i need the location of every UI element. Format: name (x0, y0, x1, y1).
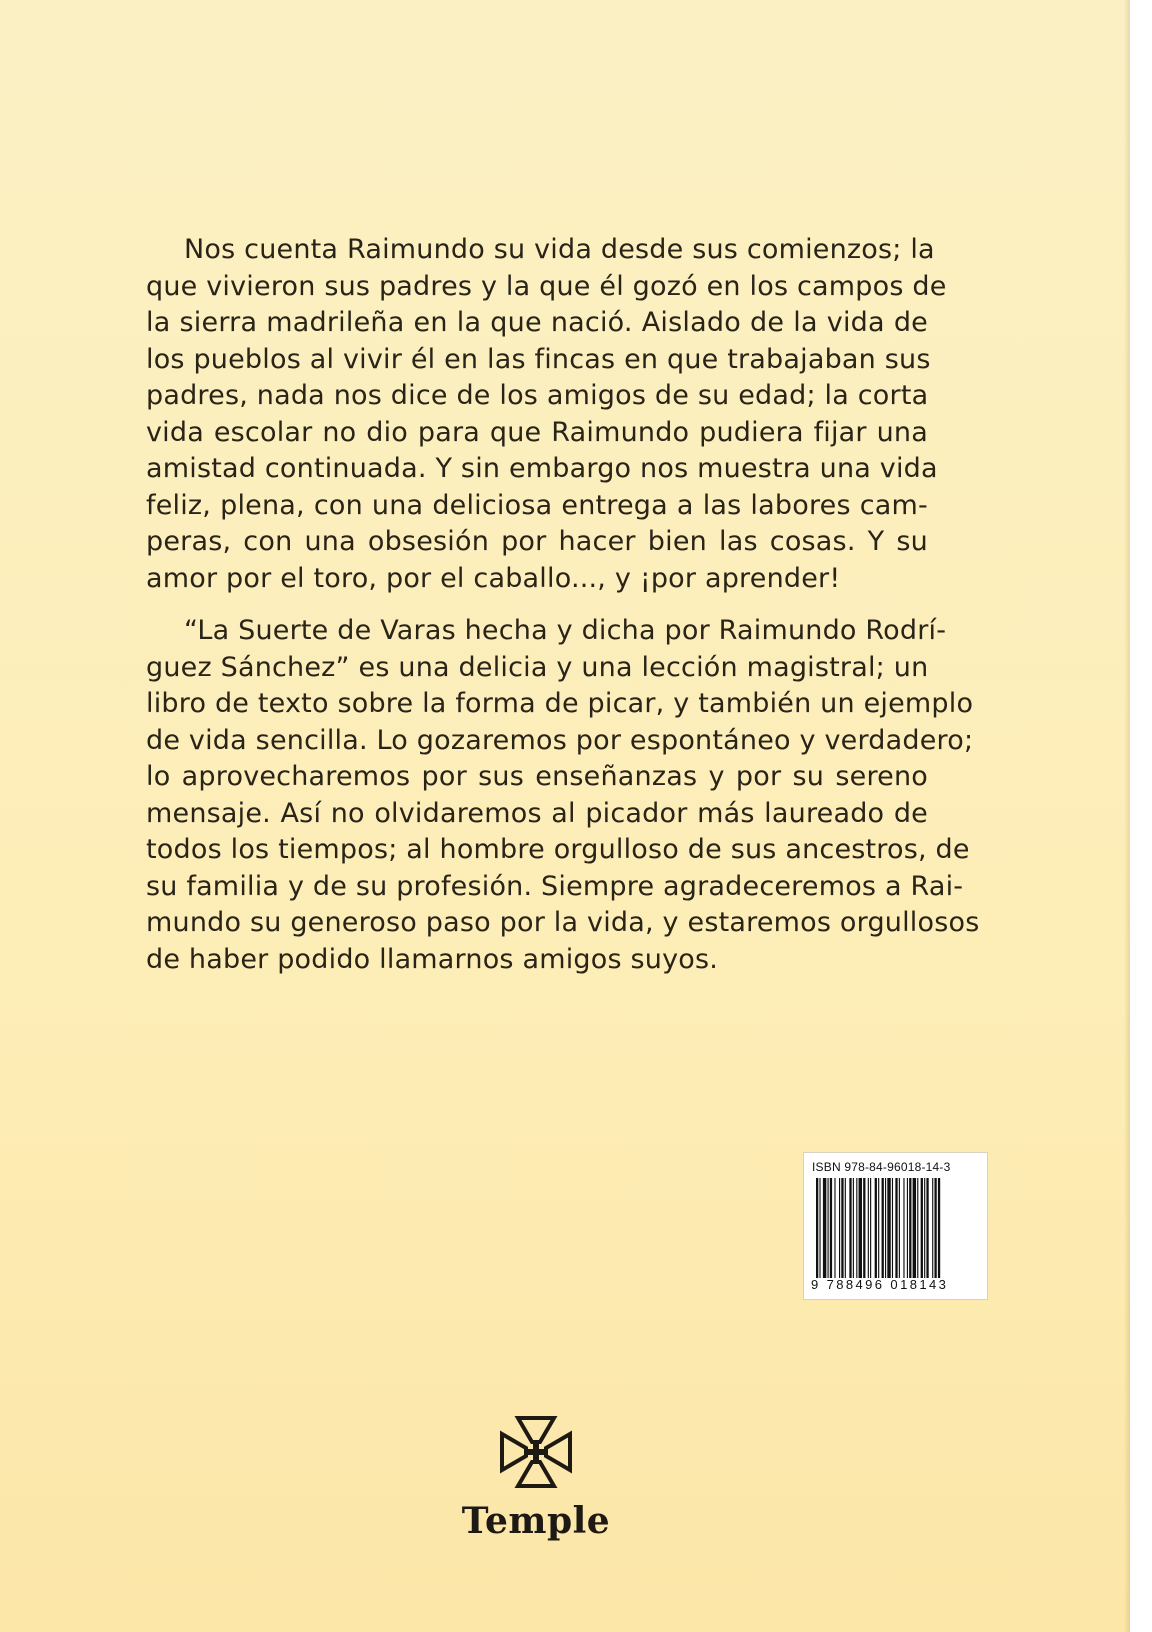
blurb-text (146, 232, 980, 994)
blurb-line: vida escolar no dio para que Raimundo pudiera fijar una (146, 416, 928, 448)
blurb-line: libro de texto sobre la forma de picar, y también un ejemplo (146, 688, 974, 719)
blurb-line: de vida sencilla. Lo gozaremos por espontáneo y verdadero; (146, 724, 974, 756)
isbn-barcode-label (803, 1152, 988, 1300)
blurb-line: mensaje. Así no olvidaremos al picador más laureado de (146, 797, 928, 829)
blurb-line: su familia y de su profesión. Siempre agradeceremos a Rai- (146, 870, 964, 902)
blurb-line: “La Suerte de Varas hecha y dicha por Raimundo Rodrí- (184, 615, 947, 646)
blurb-line: todos los tiempos; al hombre orgulloso de sus ancestros, de (146, 834, 970, 865)
blurb-line: lo aprovecharemos por sus enseñanzas y por su sereno (146, 761, 928, 792)
blurb-line: los pueblos al vivir él en las fincas en que trabajaban sus (146, 343, 931, 375)
blurb-line: que vivieron sus padres y la que él gozó en los campos de (146, 270, 947, 302)
blurb-line: amistad continuada. Y sin embargo nos muestra una vida (146, 453, 938, 484)
publisher-name: Temple (461, 1500, 611, 1542)
barcode-digits: 9 788496 018143 (811, 1277, 949, 1292)
blurb-line: peras, con una obsesión por hacer bien las cosas. Y su (146, 526, 928, 557)
cross-pattee-icon (496, 1412, 576, 1492)
blurb-line: padres, nada nos dice de los amigos de su edad; la corta (146, 380, 929, 411)
blurb-line: mundo su generoso paso por la vida, y estaremos orgullosos (146, 907, 980, 938)
blurb-line: amor por el toro, por el caballo..., y ¡por aprender! (146, 562, 841, 594)
blurb-line: feliz, plena, con una deliciosa entrega a las labores cam- (146, 489, 928, 521)
blurb-line: guez Sánchez” es una delicia y una lección magistral; un (146, 651, 929, 683)
blurb-line: de haber podido llamarnos amigos suyos. (146, 943, 719, 975)
blurb-line: la sierra madrileña en la que nació. Aislado de la vida de (146, 307, 928, 338)
isbn-number: ISBN 978-84-96018-14-3 (812, 1160, 951, 1174)
blurb-paragraph-1 (146, 232, 947, 597)
barcode-icon (814, 1178, 979, 1280)
blurb-paragraph-2 (146, 613, 980, 978)
blurb-line: Nos cuenta Raimundo su vida desde sus comienzos; la (184, 234, 935, 265)
